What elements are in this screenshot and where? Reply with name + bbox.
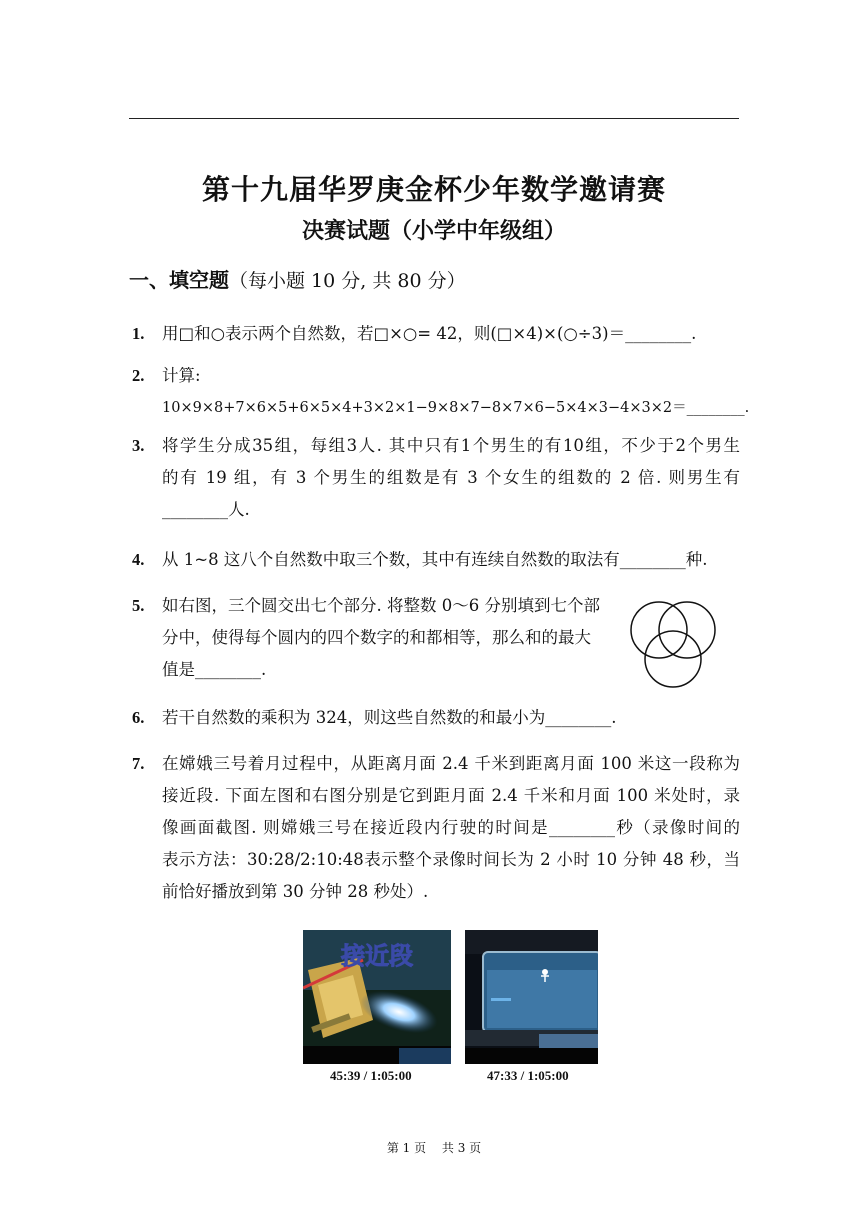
question-text: 将学生分成35组，每组3人. 其中只有1个男生的有10组，不少于2个男生	[162, 436, 740, 455]
question-text: 若干自然数的乘积为 324，则这些自然数的和最小为________.	[162, 708, 617, 727]
question-text: 像画面截图. 则嫦娥三号在接近段内行驶的时间是________秒（录像时间的	[162, 818, 740, 837]
lunar-surface-image	[465, 930, 598, 1064]
question-number: 3.	[132, 436, 145, 455]
section-note: （每小题 10 分, 共 80 分）	[229, 270, 466, 292]
lander-approach-photo	[303, 930, 451, 1064]
question-number: 5.	[132, 596, 145, 615]
three-circle-venn-diagram	[630, 597, 716, 691]
question-text: 10×9×8+7×6×5+6×5×4+3×2×1−9×8×7−8×7×6−5×4×3−4×3×2＝________.	[162, 400, 750, 416]
question-number: 4.	[132, 550, 145, 569]
question-text: 如右图，三个圆交出七个部分. 将整数 0～6 分别填到七个部	[162, 596, 600, 615]
approach-overlay-text: 接近段	[341, 942, 413, 970]
question-text: ________人.	[162, 500, 250, 519]
question-text: 表示方法：30:28/2:10:48表示整个录像时间长为 2 小时 10 分钟 48 秒，当	[162, 850, 740, 869]
lunar-surface-photo	[465, 930, 598, 1064]
section-title: 一、填空题	[129, 268, 229, 292]
page-subtitle: 决赛试题（小学中年级组）	[301, 218, 566, 244]
question-text: 用□和○表示两个自然数，若□×○= 42，则(□×4)×(○÷3)＝________.	[162, 324, 697, 343]
question-number: 7.	[132, 754, 145, 773]
lander-approach-image	[303, 930, 451, 1064]
header-rule	[129, 118, 739, 119]
question-text: 分中，使得每个圆内的四个数字的和都相等，那么和的最大	[162, 628, 591, 647]
question-text: 值是________.	[162, 660, 267, 679]
right-photo-caption: 47:33 / 1:05:00	[487, 1068, 569, 1083]
page-footer: 第 1 页 共 3 页	[386, 1141, 482, 1155]
question-text: 前恰好播放到第 30 分钟 28 秒处）.	[162, 882, 429, 901]
question-text: 接近段. 下面左图和右图分别是它到距月面 2.4 千米和月面 100 米处时，录	[162, 786, 740, 805]
page-title: 第十九届华罗庚金杯少年数学邀请赛	[201, 173, 666, 206]
section-heading	[129, 264, 466, 293]
question-text: 的有 19 组，有 3 个男生的组数是有 3 个女生的组数的 2 倍. 则男生有	[162, 468, 740, 487]
question-number: 1.	[132, 324, 145, 343]
venn-circle-bottom	[645, 631, 701, 687]
question-text: 计算:	[162, 366, 201, 385]
question-number: 2.	[132, 366, 145, 385]
left-photo-caption: 45:39 / 1:05:00	[330, 1068, 412, 1083]
question-number: 6.	[132, 708, 145, 727]
question-text: 在嫦娥三号着月过程中，从距离月面 2.4 千米到距离月面 100 米这一段称为	[162, 754, 740, 773]
question-text: 从 1~8 这八个自然数中取三个数，其中有连续自然数的取法有________种.	[162, 550, 708, 569]
